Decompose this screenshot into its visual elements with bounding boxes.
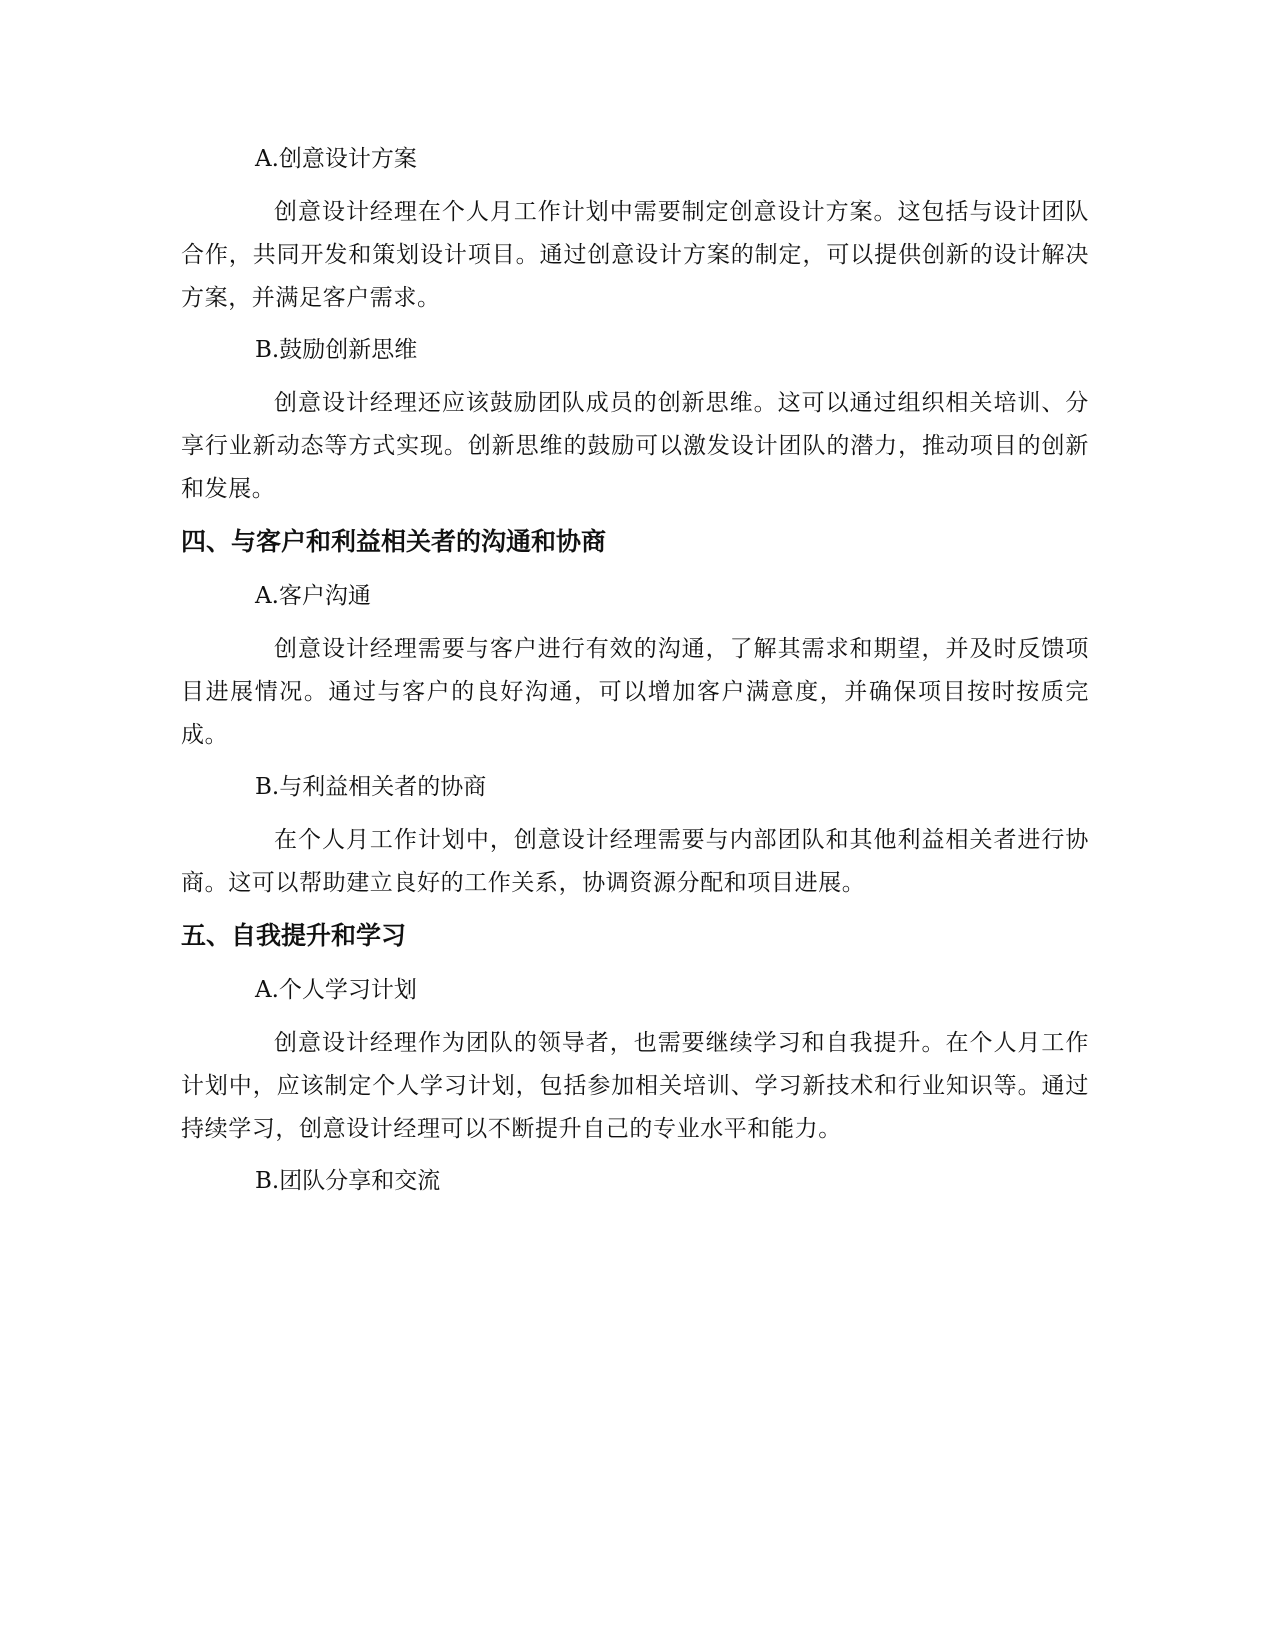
subsection-title: A.个人学习计划 xyxy=(255,977,417,1003)
body-paragraph: 在个人月工作计划中，创意设计经理需要与内部团队和其他利益相关者进行协商。这可以帮助建立良好的工作关系，协调资源分配和项目进展。 xyxy=(181,827,1089,896)
body-paragraph: 创意设计经理在个人月工作计划中需要制定创意设计方案。这包括与设计团队合作，共同开发和策划设计项目。通过创意设计方案的制定，可以提供创新的设计解决方案，并满足客户需求。 xyxy=(181,199,1089,311)
subsection-title: B.团队分享和交流 xyxy=(255,1168,441,1194)
section-heading: 四、与客户和利益相关者的沟通和协商 xyxy=(181,527,607,556)
subsection-title: A.创意设计方案 xyxy=(255,146,417,172)
document-page xyxy=(181,138,1089,1213)
body-paragraph: 创意设计经理还应该鼓励团队成员的创新思维。这可以通过组织相关培训、分享行业新动态等方式实现。创新思维的鼓励可以激发设计团队的潜力，推动项目的创新和发展。 xyxy=(181,390,1089,502)
section-heading: 五、自我提升和学习 xyxy=(181,921,407,950)
body-paragraph: 创意设计经理需要与客户进行有效的沟通，了解其需求和期望，并及时反馈项目进展情况。通过与客户的良好沟通，可以增加客户满意度，并确保项目按时按质完成。 xyxy=(181,636,1089,748)
subsection-title: B.与利益相关者的协商 xyxy=(255,774,487,800)
subsection-title: B.鼓励创新思维 xyxy=(255,337,418,363)
subsection-title: A.客户沟通 xyxy=(255,583,371,609)
body-paragraph: 创意设计经理作为团队的领导者，也需要继续学习和自我提升。在个人月工作计划中，应该制定个人学习计划，包括参加相关培训、学习新技术和行业知识等。通过持续学习，创意设计经理可以不断提升自己的专业水平和能力。 xyxy=(181,1030,1089,1142)
